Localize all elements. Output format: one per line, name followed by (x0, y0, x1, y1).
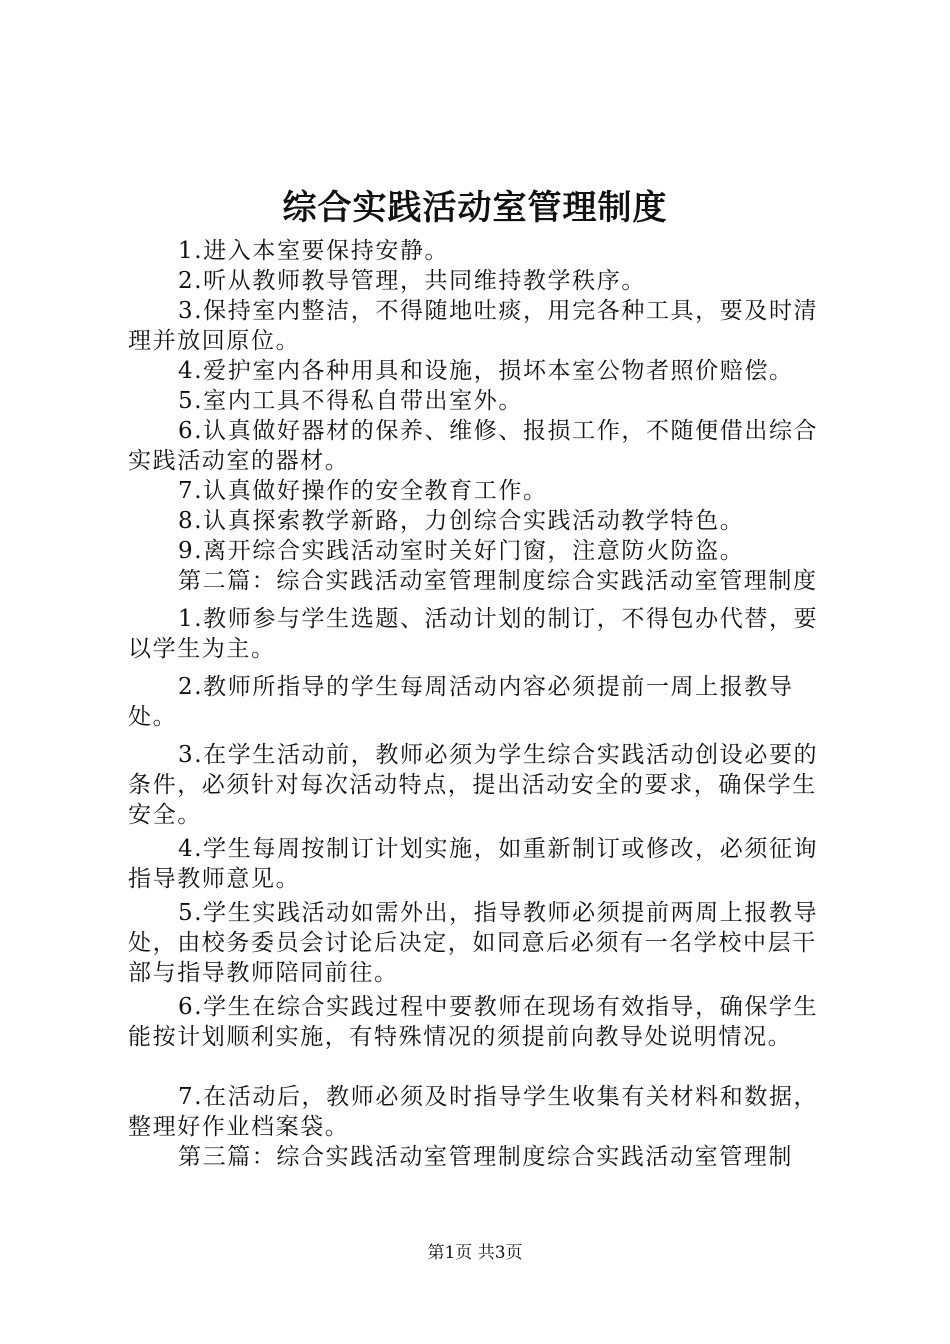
paragraph: 3.保持室内整洁，不得随地吐痰，用完各种工具，要及时清理并放回原位。 (128, 298, 819, 354)
section-heading: 第二篇：综合实践活动室管理制度综合实践活动室管理制度 (178, 568, 818, 594)
paragraph: 5.室内工具不得私自带出室外。 (178, 388, 523, 414)
paragraph: 2.听从教师教导管理，共同维持教学秩序。 (178, 268, 646, 294)
paragraph: 9.离开综合实践活动室时关好门窗，注意防火防盗。 (178, 538, 745, 564)
paragraph: 2.教师所指导的学生每周活动内容必须提前一周上报教导处。 (128, 674, 794, 730)
paragraph: 5.学生实践活动如需外出，指导教师必须提前两周上报教导处，由校务委员会讨论后决定，如同意后必须有一名学校中层干部与指导教师陪同前往。 (128, 900, 819, 986)
paragraph: 3.在学生活动前，教师必须为学生综合实践活动创设必要的条件，必须针对每次活动特点，提出活动安全的要求，确保学生安全。 (128, 742, 819, 828)
paragraph: 6.认真做好器材的保养、维修、报损工作，不随便借出综合实践活动室的器材。 (128, 418, 819, 474)
document-title: 综合实践活动室管理制度 (282, 188, 668, 228)
paragraph: 4.爱护室内各种用具和设施，损坏本室公物者照价赔偿。 (178, 358, 794, 384)
paragraph: 1.进入本室要保持安静。 (178, 238, 450, 264)
paragraph: 7.认真做好操作的安全教育工作。 (178, 478, 548, 504)
page-number-footer: 第1页 共3页 (427, 1243, 523, 1263)
paragraph: 8.认真探索教学新路，力创综合实践活动教学特色。 (178, 508, 745, 534)
section-heading: 第三篇：综合实践活动室管理制度综合实践活动室管理制 (178, 1144, 793, 1170)
paragraph: 6.学生在综合实践过程中要教师在现场有效指导，确保学生能按计划顺利实施，有特殊情况的须提前向教导处说明情况。 (128, 994, 819, 1050)
paragraph: 7.在活动后，教师必须及时指导学生收集有关材料和数据，整理好作业档案袋。 (128, 1084, 819, 1140)
paragraph: 1.教师参与学生选题、活动计划的制订，不得包办代替，要以学生为主。 (128, 606, 819, 662)
paragraph: 4.学生每周按制订计划实施，如重新制订或修改，必须征询指导教师意见。 (128, 836, 819, 892)
document-body (128, 236, 840, 1172)
